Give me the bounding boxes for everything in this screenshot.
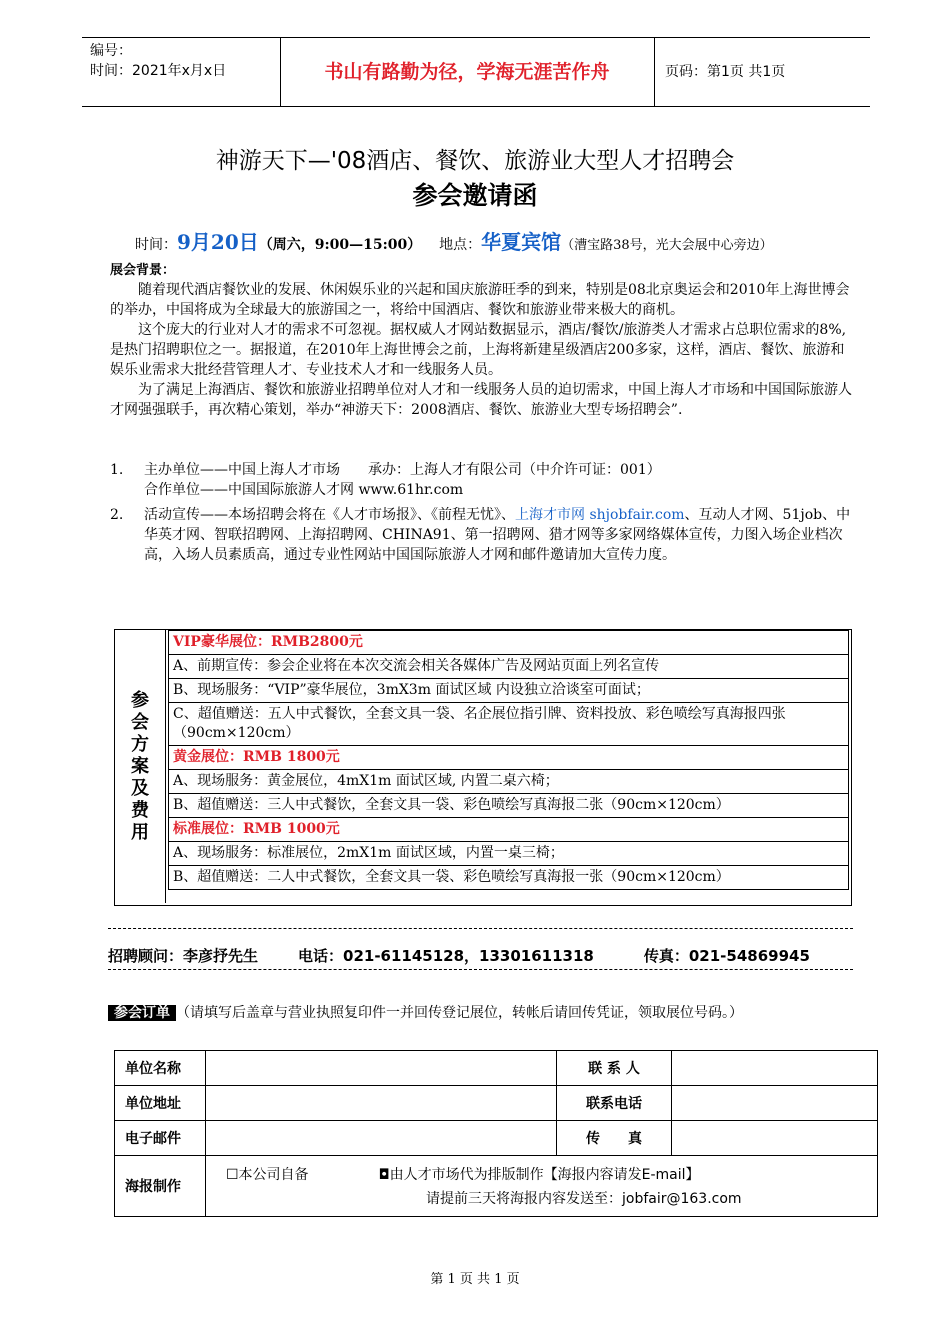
partner-line: 合作单位——中国国际旅游人才网 www.61hr.com [144,482,464,498]
document-header [82,37,870,107]
divider [108,969,853,970]
page-subtitle: 参会邀请函 [412,181,538,210]
order-note: （请填写后盖章与营业执照复印件一并回传登记展位，转帐后请回传凭证，领取展位号码。） [176,1005,743,1021]
plans-side-label [115,630,166,903]
organizer-item [110,460,855,500]
side-char: 及 [131,777,149,799]
order-form [114,1050,878,1217]
poster-options [206,1156,878,1217]
page-footer: 第 1 页 共 1 页 [430,1272,520,1287]
background-text [110,280,855,420]
address-field[interactable] [206,1086,557,1121]
background-paragraph: 随着现代酒店餐饮业的发展、休闲娱乐业的兴起和国庆旅游旺季的到来，特别是08北京奥运会和2010年上海世博会的举办，中国将成为全球最大的旅游国之一，将给中国酒店、餐饮和旅游业带来极大的商机。 [110,282,850,318]
email-field[interactable] [206,1121,557,1156]
order-intro [108,1002,848,1024]
plans-rows [166,630,849,890]
contact-phone-label: 联系电话 [557,1086,672,1121]
promotion-text: 活动宣传——本场招聘会将在《人才市场报》、《前程无忧》、 [144,507,515,523]
plan-detail-row: C、超值赠送：五人中式餐饮，全套文具一袋、名企展位指引牌、资料投放、彩色喷绘写真海报四张（90cm×120cm） [168,703,849,746]
poster-note: 请提前三天将海报内容发送至：jobfair@163.com [426,1191,742,1207]
advisor: 招聘顾问：李彦抒先生 [108,947,259,965]
plans-table [114,629,852,906]
event-date: 9月20日 [177,230,259,254]
plan-tier-heading: 黄金展位：RMB 1800元 [168,746,849,770]
fax-label: 传 真 [557,1121,672,1156]
address-label: 单位地址 [115,1086,206,1121]
background-paragraph: 为了满足上海酒店、餐饮和旅游业招聘单位对人才和一线服务人员的迫切需求，中国上海人才市场和中国国际旅游人才网强强联手，再次精心策划，举办“神游天下：2008酒店、餐饮、旅游业大型专场招聘会”. [110,382,852,418]
organizer-line: 主办单位——中国上海人才市场 承办：上海人才有限公司（中介许可证：001） [144,462,661,478]
motto: 书山有路勤为径，学海无涯苦作舟 [324,61,610,83]
event-info [135,226,773,255]
page-number: 页码：第1页 共1页 [665,64,786,80]
plan-detail-row: B、超值赠送：二人中式餐饮，全套文具一袋、彩色喷绘写真海报一张（90cm×120cm） [168,866,849,890]
promotion-item [110,505,855,565]
poster-option-market[interactable]: ◘由人才市场代为排版制作【海报内容请发E-mail】 [378,1167,700,1183]
phone: 电话：021-61145128，13301611318 [298,947,594,965]
poster-label: 海报制作 [115,1156,206,1217]
plan-detail-row: B、现场服务：“VIP”豪华展位，3mX3m 面试区域 内设独立洽谈室可面试； [168,679,849,703]
email-label: 电子邮件 [115,1121,206,1156]
side-char: 方 [131,733,149,755]
side-char: 案 [131,755,149,777]
venue-detail: （漕宝路38号，光大会展中心旁边） [561,238,773,253]
plan-detail-row: A、现场服务：标准展位，2mX1m 面试区域，内置一桌三椅； [168,842,849,866]
company-field[interactable] [206,1051,557,1086]
side-char: 用 [131,821,149,843]
plan-detail-row: A、前期宣传：参会企业将在本次交流会相关各媒体广告及网站页面上列名宣传 [168,655,849,679]
contact-info [108,945,853,966]
poster-option-self[interactable]: ☐本公司自备 [226,1167,309,1183]
event-time-detail: （周六，9:00—15:00） [258,237,422,253]
header-motto-cell [280,38,655,106]
plan-tier-heading: VIP豪华展位：RMB2800元 [168,630,849,655]
contact-person-field[interactable] [672,1051,878,1086]
plan-detail-row: A、现场服务：黄金展位，4mX1m 面试区域, 内置二桌六椅； [168,770,849,794]
plan-detail-row: B、超值赠送：三人中式餐饮，全套文具一袋、彩色喷绘写真海报二张（90cm×120cm） [168,794,849,818]
code-label: 编号： [90,43,132,59]
fax: 传真：021-54869945 [643,947,810,965]
background-heading: 展会背景： [110,263,176,278]
shjobfair-link[interactable]: 上海才市网 shjobfair.com [515,507,685,523]
contact-phone-field[interactable] [672,1086,878,1121]
divider [108,928,853,929]
time-label: 时间： [135,237,177,253]
fax-field[interactable] [672,1121,878,1156]
background-paragraph: 这个庞大的行业对人才的需求不可忽视。据权威人才网站数据显示，酒店/餐饮/旅游类人才需求占总职位需求的8%,是热门招聘职位之一。据报道，在2010年上海世博会之前，上海将新建星级酒店200多家，这样，酒店、餐饮、旅游和娱乐业需求大批经营管理人才、专业技术人才和一线服务人员。 [110,322,847,378]
contact-person-label: 联 系 人 [557,1051,672,1086]
side-char: 会 [131,711,149,733]
order-tag: 参会订单 [108,1005,176,1021]
plan-tier-heading: 标准展位：RMB 1000元 [168,818,849,842]
header-page-cell [655,38,870,106]
place-label: 地点： [439,237,482,253]
time-label: 时间：2021年x月x日 [90,63,227,79]
header-meta-cell [82,38,281,106]
event-venue: 华夏宾馆 [481,230,562,254]
side-char: 参 [131,689,149,711]
item-number: 1. [110,462,124,478]
page-title: 神游天下—'08酒店、餐饮、旅游业大型人才招聘会 [215,148,735,174]
item-number: 2. [110,507,124,523]
side-char: 费 [131,799,149,821]
promotion-text-rest: 、互动人才网、51job、中华英才网、智联招聘网、上海招聘网、CHINA91、第一招聘网、猎才网等多家网络媒体宣传，力图入场企业档次高，入场人员素质高，通过专业性网站中国国际旅游人才网和邮件邀请加大宣传力度。 [144,507,851,563]
company-label: 单位名称 [115,1051,206,1086]
